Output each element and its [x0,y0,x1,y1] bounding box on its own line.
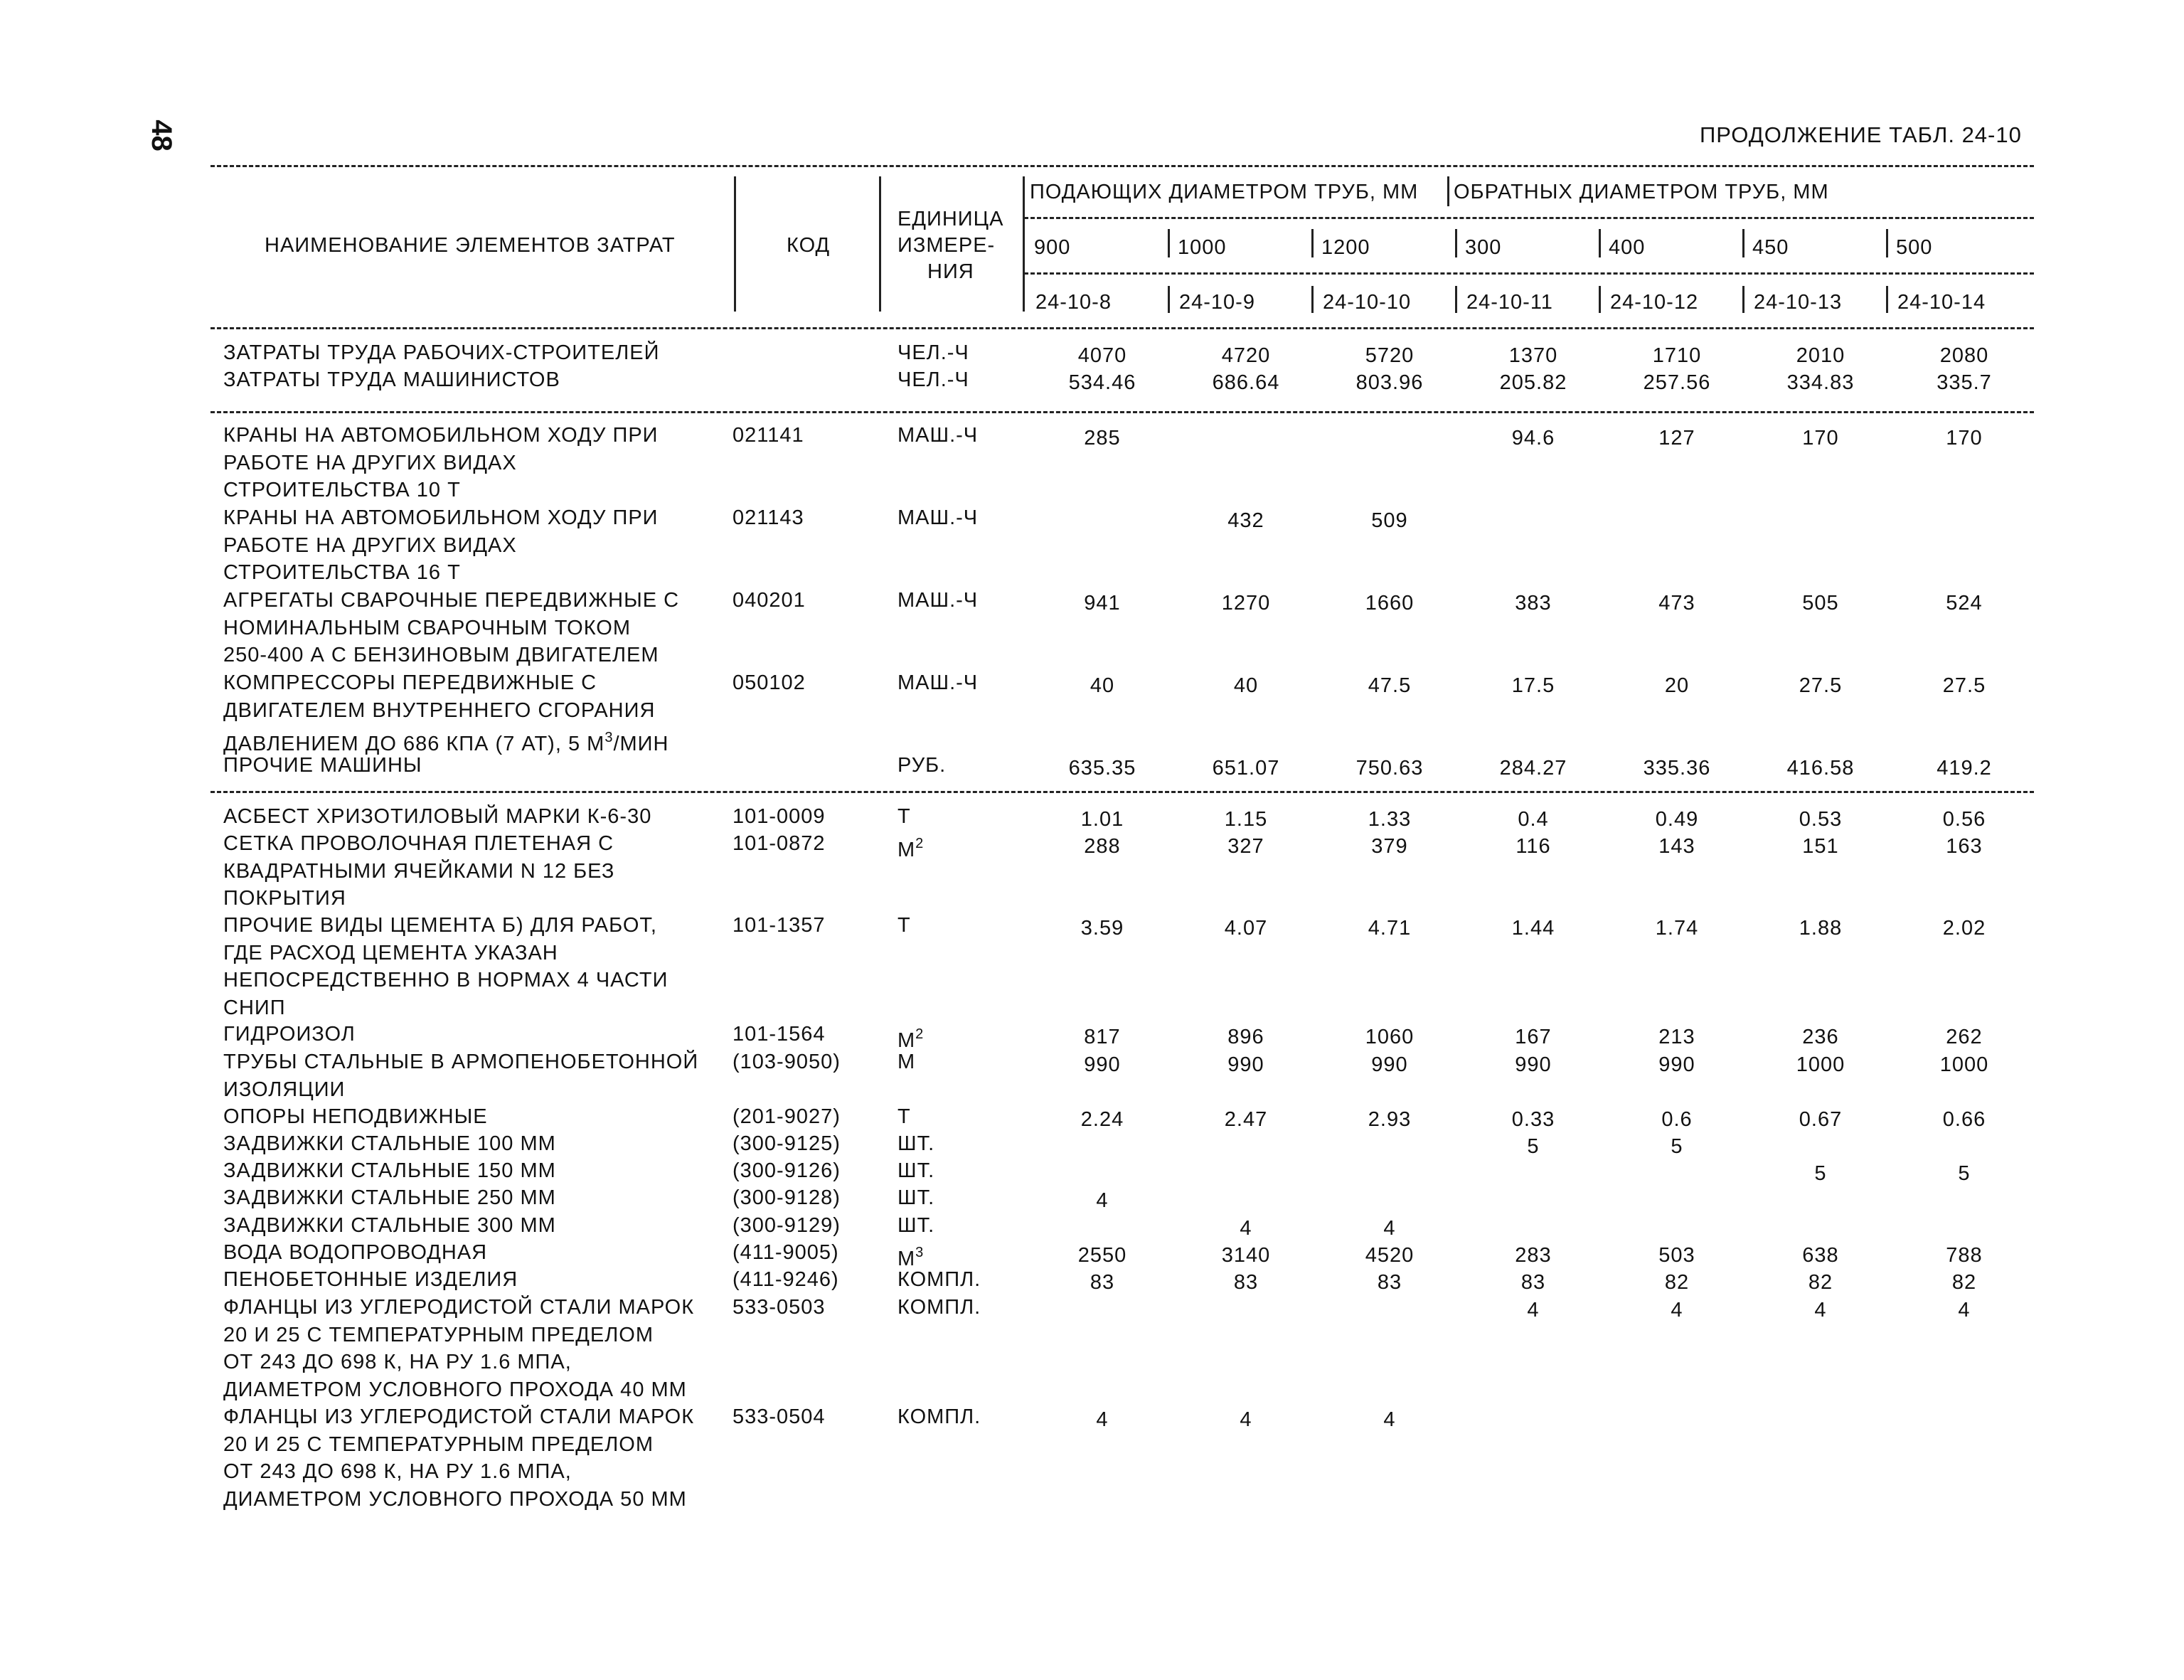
row-value: 416.58 [1786,757,1855,780]
header-unit: ИЗМЕРЕ- [897,234,996,257]
row-name: КРАНЫ НА АВТОМОБИЛЬНОМ ХОДУ ПРИ [223,424,659,447]
row-unit: $М^2$ [897,836,925,861]
header-diameter: 1000 [1178,236,1227,259]
row-value: 27.5 [1942,674,1986,697]
row-name: ПОКРЫТИЯ [223,887,346,910]
row-unit: КОМПЛ. [897,1268,981,1291]
divider-line [211,411,2034,413]
row-name: ГДЕ РАСХОД ЦЕМЕНТА УКАЗАН [223,941,558,964]
row-value: 327 [1227,835,1264,858]
row-value: 40 [1233,674,1259,697]
row-value: 0.49 [1655,808,1699,831]
row-value: 1370 [1508,344,1558,367]
row-name: ЗАДВИЖКИ СТАЛЬНЫЕ 250 ММ [223,1186,556,1209]
row-value: 5 [1814,1162,1827,1185]
row-unit: М [897,1051,916,1073]
row-value: 4070 [1077,344,1127,367]
row-unit: МАШ.-Ч [897,589,979,612]
row-unit: КОМПЛ. [897,1296,981,1319]
header-code-number: 24-10-9 [1179,291,1255,314]
header-group-return: ОБРАТНЫХ ДИАМЕТРОМ ТРУБ, ММ [1454,181,1829,203]
row-value: 4.71 [1368,917,1412,940]
column-separator [1168,286,1170,313]
row-name: ДВИГАТЕЛЕМ ВНУТРЕННЕГО СГОРАНИЯ [223,698,656,722]
row-name: ПРОЧИЕ ВИДЫ ЦЕМЕНТА Б) ДЛЯ РАБОТ, [223,914,657,937]
row-value: 1710 [1652,344,1702,367]
row-value: 2010 [1796,344,1845,367]
row-unit: Т [897,805,911,828]
row-value: 1.74 [1655,917,1699,940]
column-separator [879,176,881,312]
row-name: НОМИНАЛЬНЫМ СВАРОЧНЫМ ТОКОМ [223,616,632,639]
row-value: 1.88 [1799,917,1843,940]
row-value: 20 [1664,674,1690,697]
row-value: 896 [1227,1026,1264,1048]
header-group-supply: ПОДАЮЩИХ ДИАМЕТРОМ ТРУБ, ММ [1030,181,1419,203]
row-value: 1.15 [1224,808,1268,831]
row-value: 334.83 [1786,371,1855,394]
row-value: 817 [1084,1026,1121,1048]
row-unit: ШТ. [897,1132,935,1155]
row-value: 432 [1227,509,1264,532]
row-code: 021141 [733,424,804,447]
row-value: 284.27 [1499,757,1567,780]
row-name: АСБЕСТ ХРИЗОТИЛОВЫЙ МАРКИ К-6-30 [223,805,652,828]
row-name: ФЛАНЦЫ ИЗ УГЛЕРОДИСТОЙ СТАЛИ МАРОК [223,1405,695,1428]
row-name: КРАНЫ НА АВТОМОБИЛЬНОМ ХОДУ ПРИ [223,506,659,529]
header-diameter: 300 [1465,236,1502,259]
header-code-number: 24-10-14 [1897,291,1986,314]
header-code-number: 24-10-8 [1035,291,1112,314]
row-value: 4720 [1221,344,1271,367]
row-value: 1000 [1939,1053,1989,1076]
row-value: 0.66 [1942,1108,1986,1131]
row-value: 0.53 [1799,808,1843,831]
row-name: НЕПОСРЕДСТВЕННО В НОРМАХ 4 ЧАСТИ [223,969,668,991]
row-value: 1.33 [1368,808,1412,831]
row-value: 116 [1516,835,1551,858]
column-separator [1742,286,1744,313]
row-name: ПЕНОБЕТОННЫЕ ИЗДЕЛИЯ [223,1268,518,1291]
row-name: ТРУБЫ СТАЛЬНЫЕ В АРМОПЕНОБЕТОННОЙ [223,1051,699,1073]
row-name: КВАДРАТНЫМИ ЯЧЕЙКАМИ N 12 БЕЗ [223,859,615,883]
row-value: 3140 [1221,1244,1271,1267]
row-unit: ШТ. [897,1159,935,1182]
row-value: 990 [1515,1053,1552,1076]
row-value: 83 [1520,1271,1546,1294]
row-value: 4520 [1365,1244,1415,1267]
row-unit: Т [897,914,911,937]
header-code-number: 24-10-13 [1754,291,1843,314]
page-number: 48 [145,119,177,151]
row-value: 288 [1084,835,1121,858]
row-value: 5 [1671,1135,1683,1158]
row-value: 5 [1958,1162,1971,1185]
row-value: 635.35 [1068,757,1136,780]
row-name: ДИАМЕТРОМ УСЛОВНОГО ПРОХОДА 50 ММ [223,1487,687,1511]
header-code-number: 24-10-10 [1323,291,1412,314]
row-code: (300-9125) [733,1132,841,1155]
column-separator [1311,229,1314,257]
row-value: 83 [1233,1271,1259,1294]
row-value: 213 [1658,1026,1695,1048]
row-value: 2080 [1939,344,1989,367]
column-separator [1455,286,1457,313]
row-unit: ЧЕЛ.-Ч [897,368,969,391]
row-code: (300-9128) [733,1186,841,1209]
row-name: СТРОИТЕЛЬСТВА 10 Т [223,479,461,501]
row-unit: $М^2$ [897,1026,925,1052]
row-name: ЗАДВИЖКИ СТАЛЬНЫЕ 150 ММ [223,1159,556,1182]
column-separator [1742,229,1744,257]
header-code-number: 24-10-11 [1466,291,1553,314]
row-value: 990 [1084,1053,1121,1076]
row-name: ЗАТРАТЫ ТРУДА РАБОЧИХ-СТРОИТЕЛЕЙ [223,341,660,364]
row-value: 1000 [1796,1053,1845,1076]
row-unit: МАШ.-Ч [897,424,979,447]
row-code: 533-0503 [733,1296,826,1319]
row-value: 2550 [1077,1244,1127,1267]
row-unit: ШТ. [897,1214,935,1237]
row-value: 83 [1377,1271,1402,1294]
row-value: 17.5 [1511,674,1555,697]
row-value: 151 [1802,835,1839,858]
column-separator [1168,229,1170,257]
row-code: (300-9126) [733,1159,841,1182]
row-value: 262 [1946,1026,1983,1048]
row-value: 941 [1084,592,1121,615]
row-value: 335.7 [1937,371,1992,394]
row-value: 335.36 [1643,757,1711,780]
row-unit: ШТ. [897,1186,935,1209]
row-value: 651.07 [1212,757,1280,780]
header-unit: ЕДИНИЦА [897,208,1004,230]
row-value: 82 [1808,1271,1833,1294]
row-value: 82 [1664,1271,1690,1294]
row-name: КОМПРЕССОРЫ ПЕРЕДВИЖНЫЕ С [223,671,597,694]
row-value: 383 [1515,592,1552,615]
row-unit: ЧЕЛ.-Ч [897,341,969,364]
row-name: ОТ 243 ДО 698 К, НА РУ 1.6 МПА, [223,1460,572,1483]
row-name: СНИП [223,996,286,1019]
row-name: СТРОИТЕЛЬСТВА 16 Т [223,561,461,584]
row-name: РАБОТЕ НА ДРУГИХ ВИДАХ [223,451,517,474]
row-name: 250-400 А С БЕНЗИНОВЫМ ДВИГАТЕЛЕМ [223,644,659,666]
header-name: НАИМЕНОВАНИЕ ЭЛЕМЕНТОВ ЗАТРАТ [265,234,676,257]
row-value: 419.2 [1937,757,1992,780]
row-value: 509 [1371,509,1408,532]
row-value: 990 [1227,1053,1264,1076]
row-value: 2.93 [1368,1108,1412,1131]
row-value: 143 [1658,835,1695,858]
row-value: 257.56 [1643,371,1711,394]
row-unit: КОМПЛ. [897,1405,981,1428]
row-name: ЗАТРАТЫ ТРУДА МАШИНИСТОВ [223,368,560,391]
row-name: АГРЕГАТЫ СВАРОЧНЫЕ ПЕРЕДВИЖНЫЕ С [223,589,680,612]
divider-line [1024,272,2034,275]
header-diameter: 400 [1609,236,1646,259]
row-value: 0.4 [1518,808,1549,831]
column-separator [734,176,736,312]
row-value: 82 [1951,1271,1977,1294]
row-value: 205.82 [1499,371,1567,394]
row-value: 990 [1371,1053,1408,1076]
row-value: 83 [1090,1271,1115,1294]
row-value: 0.67 [1799,1108,1843,1131]
divider-line [1024,217,2034,219]
row-value: 236 [1802,1026,1839,1048]
row-value: 0.56 [1942,808,1986,831]
row-value: 170 [1802,427,1839,450]
row-value: 1.44 [1511,917,1555,940]
row-code: 101-0872 [733,832,826,855]
row-unit: МАШ.-Ч [897,506,979,529]
row-value: 4 [1671,1299,1683,1322]
row-value: 94.6 [1511,427,1555,450]
header-diameter: 900 [1034,236,1071,259]
row-value: 4 [1240,1408,1252,1431]
row-value: 4 [1958,1299,1971,1322]
divider-line [211,165,2034,167]
header-diameter: 500 [1896,236,1933,259]
row-code: 040201 [733,589,806,612]
row-unit: РУБ. [897,754,947,777]
header-diameter: 450 [1752,236,1789,259]
row-value: 163 [1946,835,1983,858]
row-unit: МАШ.-Ч [897,671,979,694]
row-code: 101-1357 [733,914,826,937]
row-value: 1.01 [1080,808,1124,831]
row-name: ОТ 243 ДО 698 К, НА РУ 1.6 МПА, [223,1351,572,1373]
row-code: (300-9129) [733,1214,841,1237]
row-value: 0.6 [1661,1108,1693,1131]
row-value: 524 [1946,592,1983,615]
row-name: ЗАДВИЖКИ СТАЛЬНЫЕ 300 ММ [223,1214,556,1237]
row-value: 4 [1527,1299,1540,1322]
row-value: 40 [1090,674,1115,697]
row-value: 4.07 [1224,917,1268,940]
row-code: 050102 [733,671,806,694]
row-value: 4 [1383,1217,1396,1240]
row-code: (201-9027) [733,1105,841,1128]
row-name: ДИАМЕТРОМ УСЛОВНОГО ПРОХОДА 40 ММ [223,1378,687,1401]
column-separator [1447,176,1449,206]
divider-line [211,791,2034,793]
row-code: (103-9050) [733,1051,841,1073]
row-code: (411-9246) [733,1268,839,1291]
row-value: 2.02 [1942,917,1986,940]
row-name: ПРОЧИЕ МАШИНЫ [223,754,422,777]
header-unit: НИЯ [927,260,974,283]
row-value: 4 [1096,1189,1109,1212]
row-value: 0.33 [1511,1108,1555,1131]
row-value: 27.5 [1799,674,1843,697]
row-name: ЗАДВИЖКИ СТАЛЬНЫЕ 100 ММ [223,1132,556,1155]
row-value: 4 [1096,1408,1109,1431]
row-name: 20 И 25 С ТЕМПЕРАТУРНЫМ ПРЕДЕЛОМ [223,1432,654,1456]
row-code: 101-0009 [733,805,826,828]
column-separator [1886,229,1888,257]
row-name: ОПОРЫ НЕПОДВИЖНЫЕ [223,1105,488,1128]
row-value: 638 [1802,1244,1839,1267]
header-code: КОД [787,234,831,257]
row-value: 1270 [1221,592,1271,615]
row-unit: $М^3$ [897,1245,925,1270]
row-value: 503 [1658,1244,1695,1267]
column-separator [1886,286,1888,313]
row-value: 1660 [1365,592,1415,615]
row-value: 686.64 [1212,371,1280,394]
row-code: 533-0504 [733,1405,826,1428]
divider-line [211,327,2034,329]
row-value: 5 [1527,1135,1540,1158]
row-name: РАБОТЕ НА ДРУГИХ ВИДАХ [223,533,517,557]
row-name: ГИДРОИЗОЛ [223,1023,356,1046]
column-separator [1599,286,1601,313]
row-name: 20 И 25 С ТЕМПЕРАТУРНЫМ ПРЕДЕЛОМ [223,1323,654,1346]
row-value: 167 [1515,1026,1552,1048]
row-name: ВОДА ВОДОПРОВОДНАЯ [223,1241,488,1264]
row-value: 2.47 [1224,1108,1268,1131]
row-value: 505 [1802,592,1839,615]
header-diameter: 1200 [1321,236,1370,259]
row-code: 101-1564 [733,1023,826,1046]
row-value: 2.24 [1080,1108,1124,1131]
column-separator [1599,229,1601,257]
row-value: 803.96 [1355,371,1424,394]
row-value: 750.63 [1355,757,1424,780]
row-value: 534.46 [1068,371,1136,394]
row-name: ФЛАНЦЫ ИЗ УГЛЕРОДИСТОЙ СТАЛИ МАРОК [223,1296,695,1319]
row-value: 473 [1658,592,1695,615]
row-value: 47.5 [1368,674,1412,697]
row-unit: Т [897,1105,911,1128]
row-value: 283 [1515,1244,1552,1267]
row-name: ДАВЛЕНИЕМ ДО 686 КПА (7 АТ), 5 $М^3$/МИН [223,730,669,755]
table-caption: ПРОДОЛЖЕНИЕ ТАБЛ. 24-10 [1700,122,2022,147]
row-value: 127 [1658,427,1695,450]
row-value: 1060 [1365,1026,1415,1048]
row-value: 285 [1084,427,1121,450]
row-name: ИЗОЛЯЦИИ [223,1078,346,1101]
row-name: СЕТКА ПРОВОЛОЧНАЯ ПЛЕТЕНАЯ С [223,832,614,855]
column-separator [1311,286,1314,313]
row-value: 3.59 [1080,917,1124,940]
row-value: 379 [1371,835,1408,858]
row-value: 990 [1658,1053,1695,1076]
column-separator [1023,176,1025,312]
row-value: 4 [1383,1408,1396,1431]
header-code-number: 24-10-12 [1610,291,1699,314]
row-code: (411-9005) [733,1241,839,1264]
row-value: 788 [1946,1244,1983,1267]
row-value: 4 [1814,1299,1827,1322]
row-value: 5720 [1365,344,1415,367]
row-code: 021143 [733,506,804,529]
row-value: 170 [1946,427,1983,450]
column-separator [1455,229,1457,257]
row-value: 4 [1240,1217,1252,1240]
